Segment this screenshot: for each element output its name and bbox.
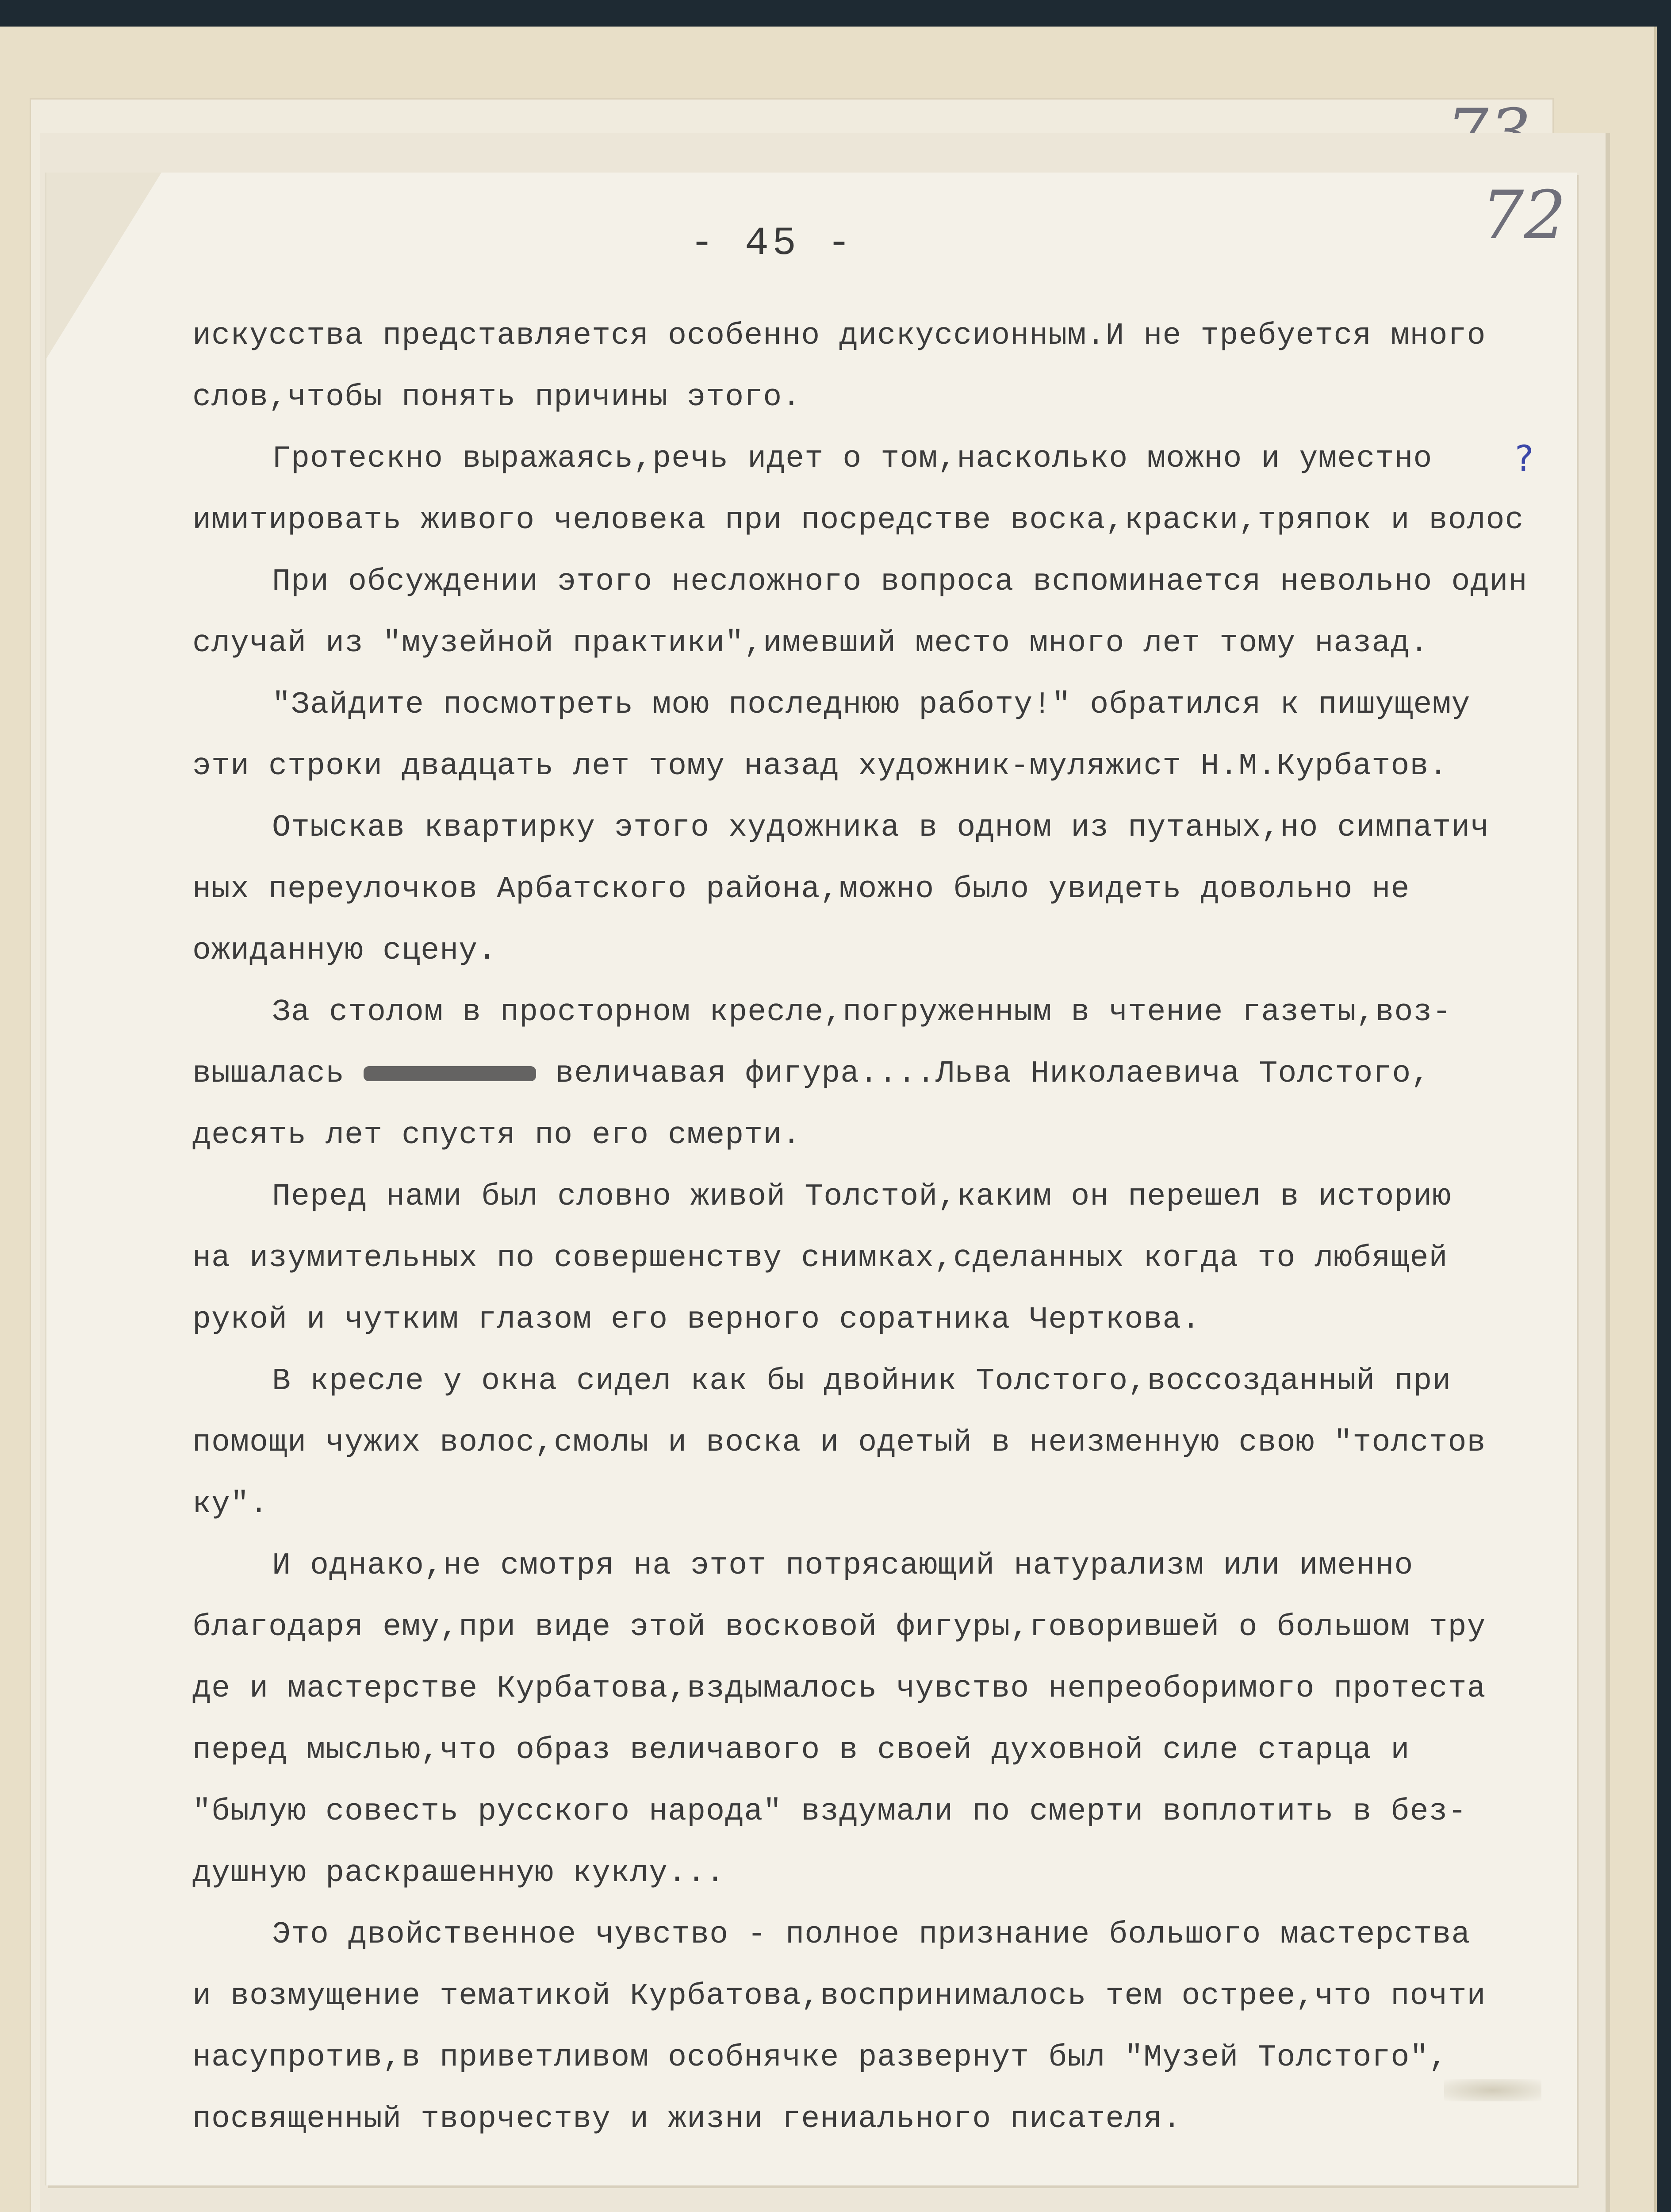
text-line: перед мыслью,что образ величавого в своей духовной силе старца и [192,1733,1410,1768]
text-line-with-strikeout [192,1043,1564,1105]
text-fragment: величавая фигура....Льва Николаевича Толстого, [555,1056,1430,1091]
text-line: При обсуждении этого несложного вопроса вспоминается невольно один [272,565,1528,599]
handwritten-margin-mark: ? [1515,438,1534,479]
text-line: помощи чужих волос,смолы и воска и одетый в неизменную свою "толстов [192,1425,1486,1460]
text-line: За столом в просторном кресле,погруженным в чтение газеты,воз- [272,995,1452,1030]
archive-folio-number: 72 [1482,177,1566,254]
text-fragment: вышалась [192,1056,345,1091]
text-line: эти строки двадцать лет тому назад художник-муляжист Н.М.Курбатов. [192,749,1448,784]
struck-out-word [364,1066,536,1081]
text-line: благодаря ему,при виде этой восковой фигуры,говорившей о большом тру [192,1610,1486,1645]
text-line: Отыскав квартирку этого художника в одном из путаных,но симпатич [272,810,1490,845]
text-line: В кресле у окна сидел как бы двойник Толстого,воссозданный при [272,1364,1452,1399]
text-line: ку". [192,1487,269,1522]
text-line: имитировать живого человека при посредстве воска,краски,тряпок и волос [192,503,1524,538]
text-line: душную раскрашенную куклу... [192,1856,725,1891]
text-line: случай из "музейной практики",имевший место много лет тому назад. [192,626,1429,661]
text-line: де и мастерстве Курбатова,вздымалось чувство непреоборимого протеста [192,1671,1486,1706]
text-line: искусства представляется особенно дискуссионным.И не требуется много [192,319,1486,353]
text-line: Гротескно выражаясь,речь идет о том,насколько можно и уместно [272,442,1433,476]
paper-stain [1444,2079,1541,2101]
text-line: насупротив,в приветливом особнячке развернут был "Музей Толстого", [192,2040,1448,2075]
text-line: рукой и чутким глазом его верного соратника Черткова. [192,1302,1201,1337]
text-line: Перед нами был словно живой Толстой,каким он перешел в историю [272,1179,1452,1214]
typed-page [46,173,1577,2185]
text-line: и возмущение тематикой Курбатова,воспринималось тем острее,что почти [192,1979,1486,2014]
text-line: посвященный творчеству и жизни гениального писателя. [192,2102,1182,2137]
page-body [192,305,1564,2150]
folded-corner [46,173,161,358]
text-line: "Зайдите посмотреть мою последнюю работу!" обратился к пишущему [272,687,1471,722]
text-line: на изумительных по совершенству снимках,сделанных когда то любящей [192,1241,1448,1276]
text-line: Это двойственное чувство - полное признание большого мастерства [272,1917,1471,1952]
text-line: слов,чтобы понять причины этого. [192,380,801,415]
text-line: И однако,не смотря на этот потрясающий натурализм или именно [272,1548,1414,1583]
text-line: десять лет спустя по его смерти. [192,1118,801,1153]
text-line: ожиданную сцену. [192,933,497,968]
page-number: - 45 - [690,221,855,266]
text-line: ных переулочков Арбатского района,можно было увидеть довольно не [192,872,1410,907]
text-line: "былую совесть русского народа" вздумали по смерти воплотить в без- [192,1794,1467,1829]
